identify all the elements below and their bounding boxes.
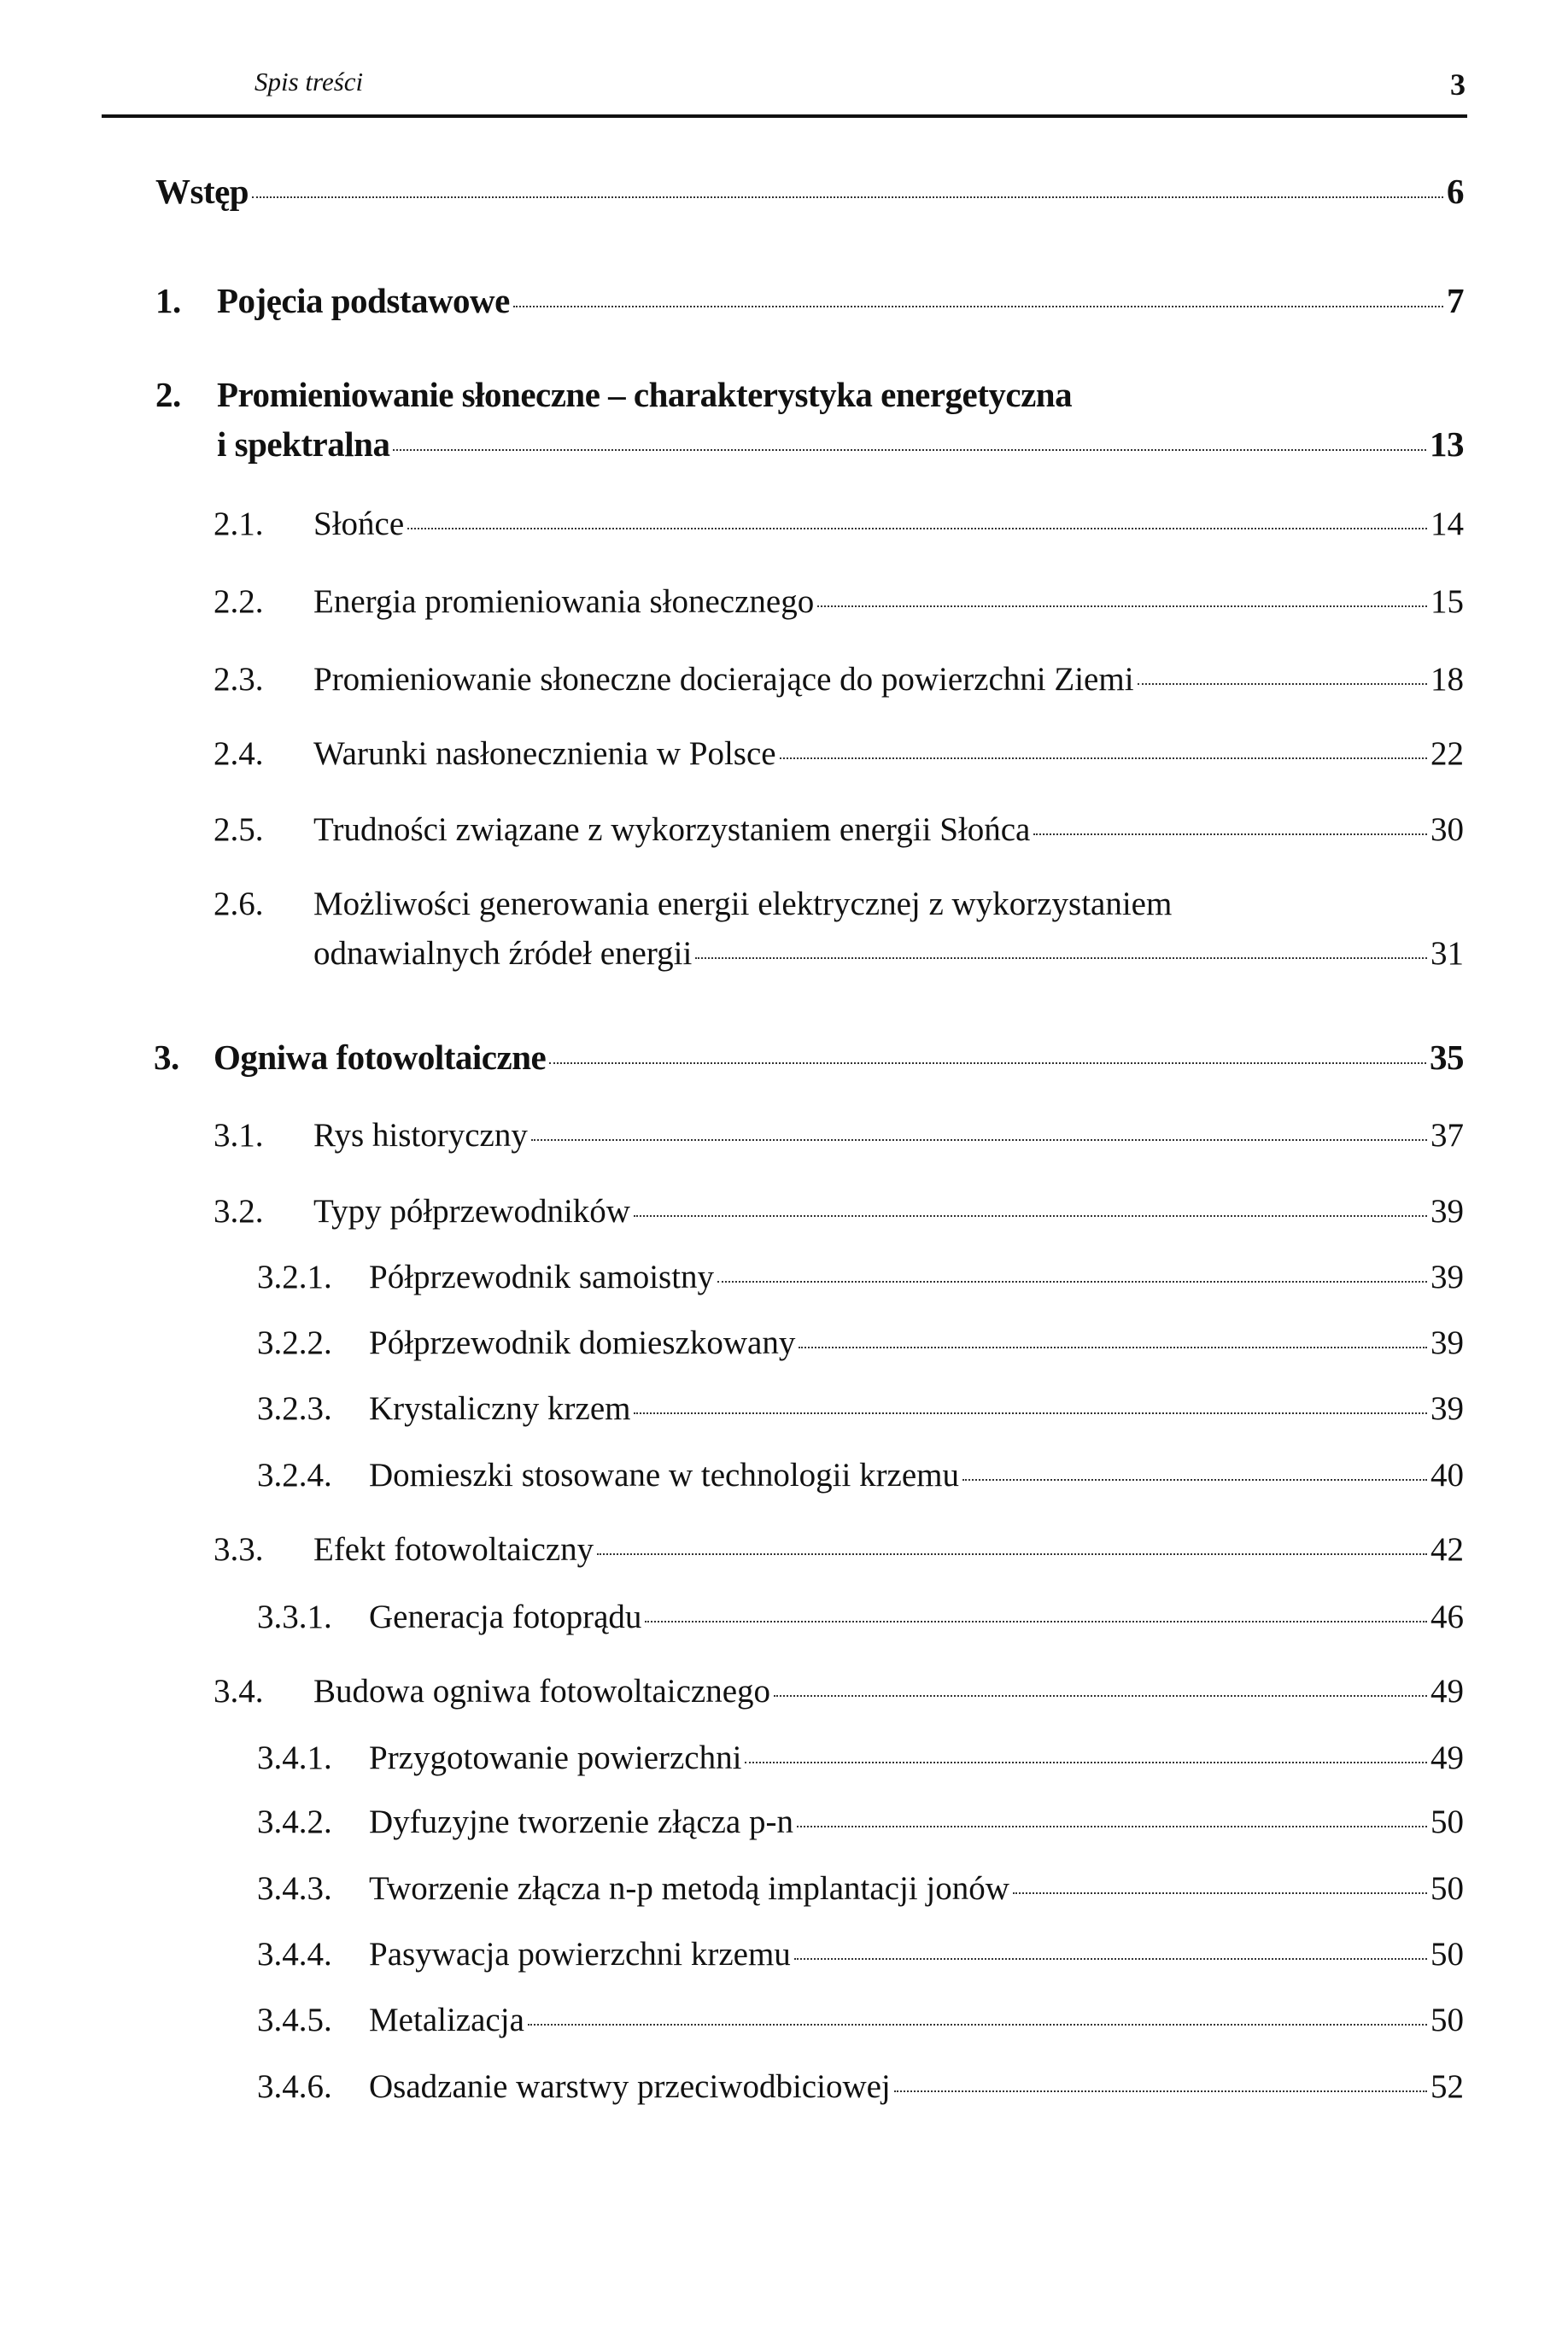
toc-entry-number: 3.4.2. (257, 1804, 332, 1840)
toc-entry-title: Słońce (313, 506, 405, 542)
toc-entry[interactable] (369, 1456, 1464, 1497)
toc-entry[interactable] (217, 424, 1464, 465)
toc-entry[interactable] (214, 1037, 1464, 1078)
dot-leader (817, 605, 1427, 607)
dot-leader (1138, 683, 1427, 685)
dot-leader (962, 1479, 1427, 1481)
dot-leader (799, 1347, 1427, 1348)
toc-entry-title: Pojęcia podstawowe (217, 281, 510, 320)
toc-entry-number: 2.2. (214, 583, 264, 620)
dot-leader (549, 1062, 1426, 1064)
toc-entry[interactable] (369, 1389, 1464, 1430)
toc-entry-number: 2.5. (214, 811, 264, 848)
toc-entry-page: 35 (1430, 1038, 1464, 1077)
toc-entry-number: 1. (155, 281, 181, 320)
toc-entry-page: 46 (1431, 1599, 1464, 1635)
toc-entry-title: Ogniwa fotowoltaiczne (214, 1038, 547, 1077)
toc-entry-page: 14 (1431, 506, 1464, 542)
toc-entry-number: 3.3. (214, 1531, 264, 1568)
toc-entry[interactable] (313, 1672, 1464, 1713)
toc-entry[interactable] (313, 934, 1464, 975)
toc-entry-page: 31 (1431, 935, 1464, 972)
toc-entry-page: 39 (1431, 1259, 1464, 1295)
toc-entry-title: Pasywacja powierzchni krzemu (369, 1936, 791, 1973)
toc-entry-title: Osadzanie warstwy przeciwodbiciowej (369, 2068, 891, 2105)
toc-entry[interactable] (155, 171, 1464, 212)
toc-entry-page: 13 (1430, 424, 1464, 464)
toc-entry-number: 2. (155, 375, 181, 414)
toc-entry[interactable] (217, 280, 1464, 321)
toc-entry-title: Metalizacja (369, 2002, 524, 2038)
running-header-title: Spis treści (255, 67, 364, 96)
dot-leader (695, 957, 1427, 959)
toc-entry-number: 2.3. (214, 661, 264, 698)
toc-entry-number: 3.2.3. (257, 1390, 332, 1427)
toc-entry[interactable] (369, 1935, 1464, 1976)
toc-entry-number: 3.4.6. (257, 2068, 332, 2105)
toc-entry-page: 42 (1431, 1531, 1464, 1568)
toc-entry[interactable] (369, 1739, 1464, 1780)
toc-entry[interactable] (369, 1324, 1464, 1365)
toc-entry-title: Efekt fotowoltaiczny (313, 1531, 594, 1568)
dot-leader (531, 1139, 1427, 1141)
toc-entry-page: 52 (1431, 2068, 1464, 2105)
toc-entry-number: 2.6. (214, 886, 264, 922)
toc-entry[interactable] (313, 505, 1464, 546)
toc-entry-title: Typy półprzewodników (313, 1193, 630, 1230)
toc-entry-title: Generacja fotoprądu (369, 1599, 642, 1635)
toc-entry-page: 7 (1447, 281, 1464, 320)
toc-entry-number: 3.2.1. (257, 1259, 332, 1295)
toc-entry-page: 50 (1431, 1936, 1464, 1973)
toc-entry-title: Przygotowanie powierzchni (369, 1739, 742, 1776)
dot-leader (407, 528, 1427, 529)
toc-entry[interactable] (369, 1869, 1464, 1910)
toc-entry-number: 3.4. (214, 1673, 264, 1710)
toc-entry-number: 3.4.4. (257, 1936, 332, 1973)
toc-entry-page: 39 (1431, 1193, 1464, 1230)
toc-entry-title: odnawialnych źródeł energii (313, 935, 693, 972)
dot-leader (597, 1553, 1427, 1555)
toc-entry-page: 50 (1431, 1804, 1464, 1840)
dot-leader (634, 1412, 1427, 1414)
dot-leader (645, 1621, 1427, 1622)
dot-leader (894, 2090, 1427, 2092)
toc-entry-number: 2.4. (214, 735, 264, 772)
toc-entry-page: 39 (1431, 1390, 1464, 1427)
dot-leader (794, 1958, 1427, 1960)
toc-entry-title: Promieniowanie słoneczne docierające do powierzchni Ziemi (313, 661, 1134, 698)
toc-entry-number: 3. (154, 1038, 179, 1077)
toc-entry-page: 37 (1431, 1117, 1464, 1154)
toc-entry-page: 22 (1431, 735, 1464, 772)
toc-entry-title: Dyfuzyjne tworzenie złącza p-n (369, 1804, 793, 1840)
toc-entry-page: 50 (1431, 2002, 1464, 2038)
toc-entry[interactable] (313, 810, 1464, 851)
toc-entry-page: 6 (1447, 172, 1464, 211)
dot-leader (745, 1762, 1427, 1763)
toc-entry-title-line1: Promieniowanie słoneczne – charakterystyka energetyczna (217, 375, 1073, 414)
page-number: 3 (1450, 67, 1466, 102)
toc-entry-page: 49 (1431, 1739, 1464, 1776)
toc-entry-number: 2.1. (214, 506, 264, 542)
toc-entry-page: 30 (1431, 811, 1464, 848)
dot-leader (528, 2024, 1427, 2026)
dot-leader (780, 757, 1427, 759)
toc-entry-title: Domieszki stosowane w technologii krzemu (369, 1457, 960, 1494)
toc-entry[interactable] (313, 1116, 1464, 1157)
toc-entry-number: 3.4.5. (257, 2002, 332, 2038)
toc-entry-page: 50 (1431, 1870, 1464, 1907)
dot-leader (513, 306, 1443, 307)
toc-entry[interactable] (369, 1598, 1464, 1639)
toc-entry-title: i spektralna (217, 424, 390, 464)
toc-entry-number: 3.2.2. (257, 1324, 332, 1361)
toc-entry-number: 3.3.1. (257, 1599, 332, 1635)
toc-entry[interactable] (369, 2001, 1464, 2042)
toc-entry[interactable] (313, 660, 1464, 701)
toc-entry[interactable] (369, 1803, 1464, 1844)
toc-entry-number: 3.4.1. (257, 1739, 332, 1776)
toc-entry-title: Krystaliczny krzem (369, 1390, 631, 1427)
toc-entry-page: 39 (1431, 1324, 1464, 1361)
dot-leader (252, 196, 1443, 198)
toc-entry-title: Tworzenie złącza n-p metodą implantacji jonów (369, 1870, 1009, 1907)
toc-entry-page: 18 (1431, 661, 1464, 698)
toc-entry[interactable] (313, 734, 1464, 775)
toc-entry-page: 15 (1431, 583, 1464, 620)
toc-entry-title: Rys historyczny (313, 1117, 528, 1154)
toc-entry-page: 49 (1431, 1673, 1464, 1710)
dot-leader (797, 1826, 1427, 1827)
toc-entry-title: Trudności związane z wykorzystaniem energii Słońca (313, 811, 1031, 848)
dot-leader (1033, 833, 1427, 835)
toc-entry[interactable] (369, 2067, 1464, 2108)
toc-entry-title-line1: Możliwości generowania energii elektrycznej z wykorzystaniem (313, 886, 1173, 922)
toc-entry-number: 3.1. (214, 1117, 264, 1154)
dot-leader (1013, 1892, 1427, 1894)
toc-entry-number: 3.4.3. (257, 1870, 332, 1907)
toc-entry[interactable] (369, 1258, 1464, 1299)
toc-entry[interactable] (313, 582, 1464, 623)
toc-entry-title: Budowa ogniwa fotowoltaicznego (313, 1673, 771, 1710)
toc-entry[interactable] (313, 1530, 1464, 1571)
dot-leader (774, 1695, 1427, 1697)
header-rule (102, 114, 1467, 118)
toc-entry[interactable] (313, 1192, 1464, 1233)
toc-entry-page: 40 (1431, 1457, 1464, 1494)
toc-entry-number: 3.2.4. (257, 1457, 332, 1494)
toc-entry-title: Półprzewodnik samoistny (369, 1259, 715, 1295)
toc-entry-number: 3.2. (214, 1193, 264, 1230)
toc-entry-title: Wstęp (155, 172, 249, 211)
dot-leader (634, 1215, 1427, 1217)
toc-entry-title: Energia promieniowania słonecznego (313, 583, 815, 620)
dot-leader (393, 449, 1426, 451)
dot-leader (717, 1281, 1427, 1283)
toc-entry-title: Półprzewodnik domieszkowany (369, 1324, 796, 1361)
toc-entry-title: Warunki nasłonecznienia w Polsce (313, 735, 776, 772)
